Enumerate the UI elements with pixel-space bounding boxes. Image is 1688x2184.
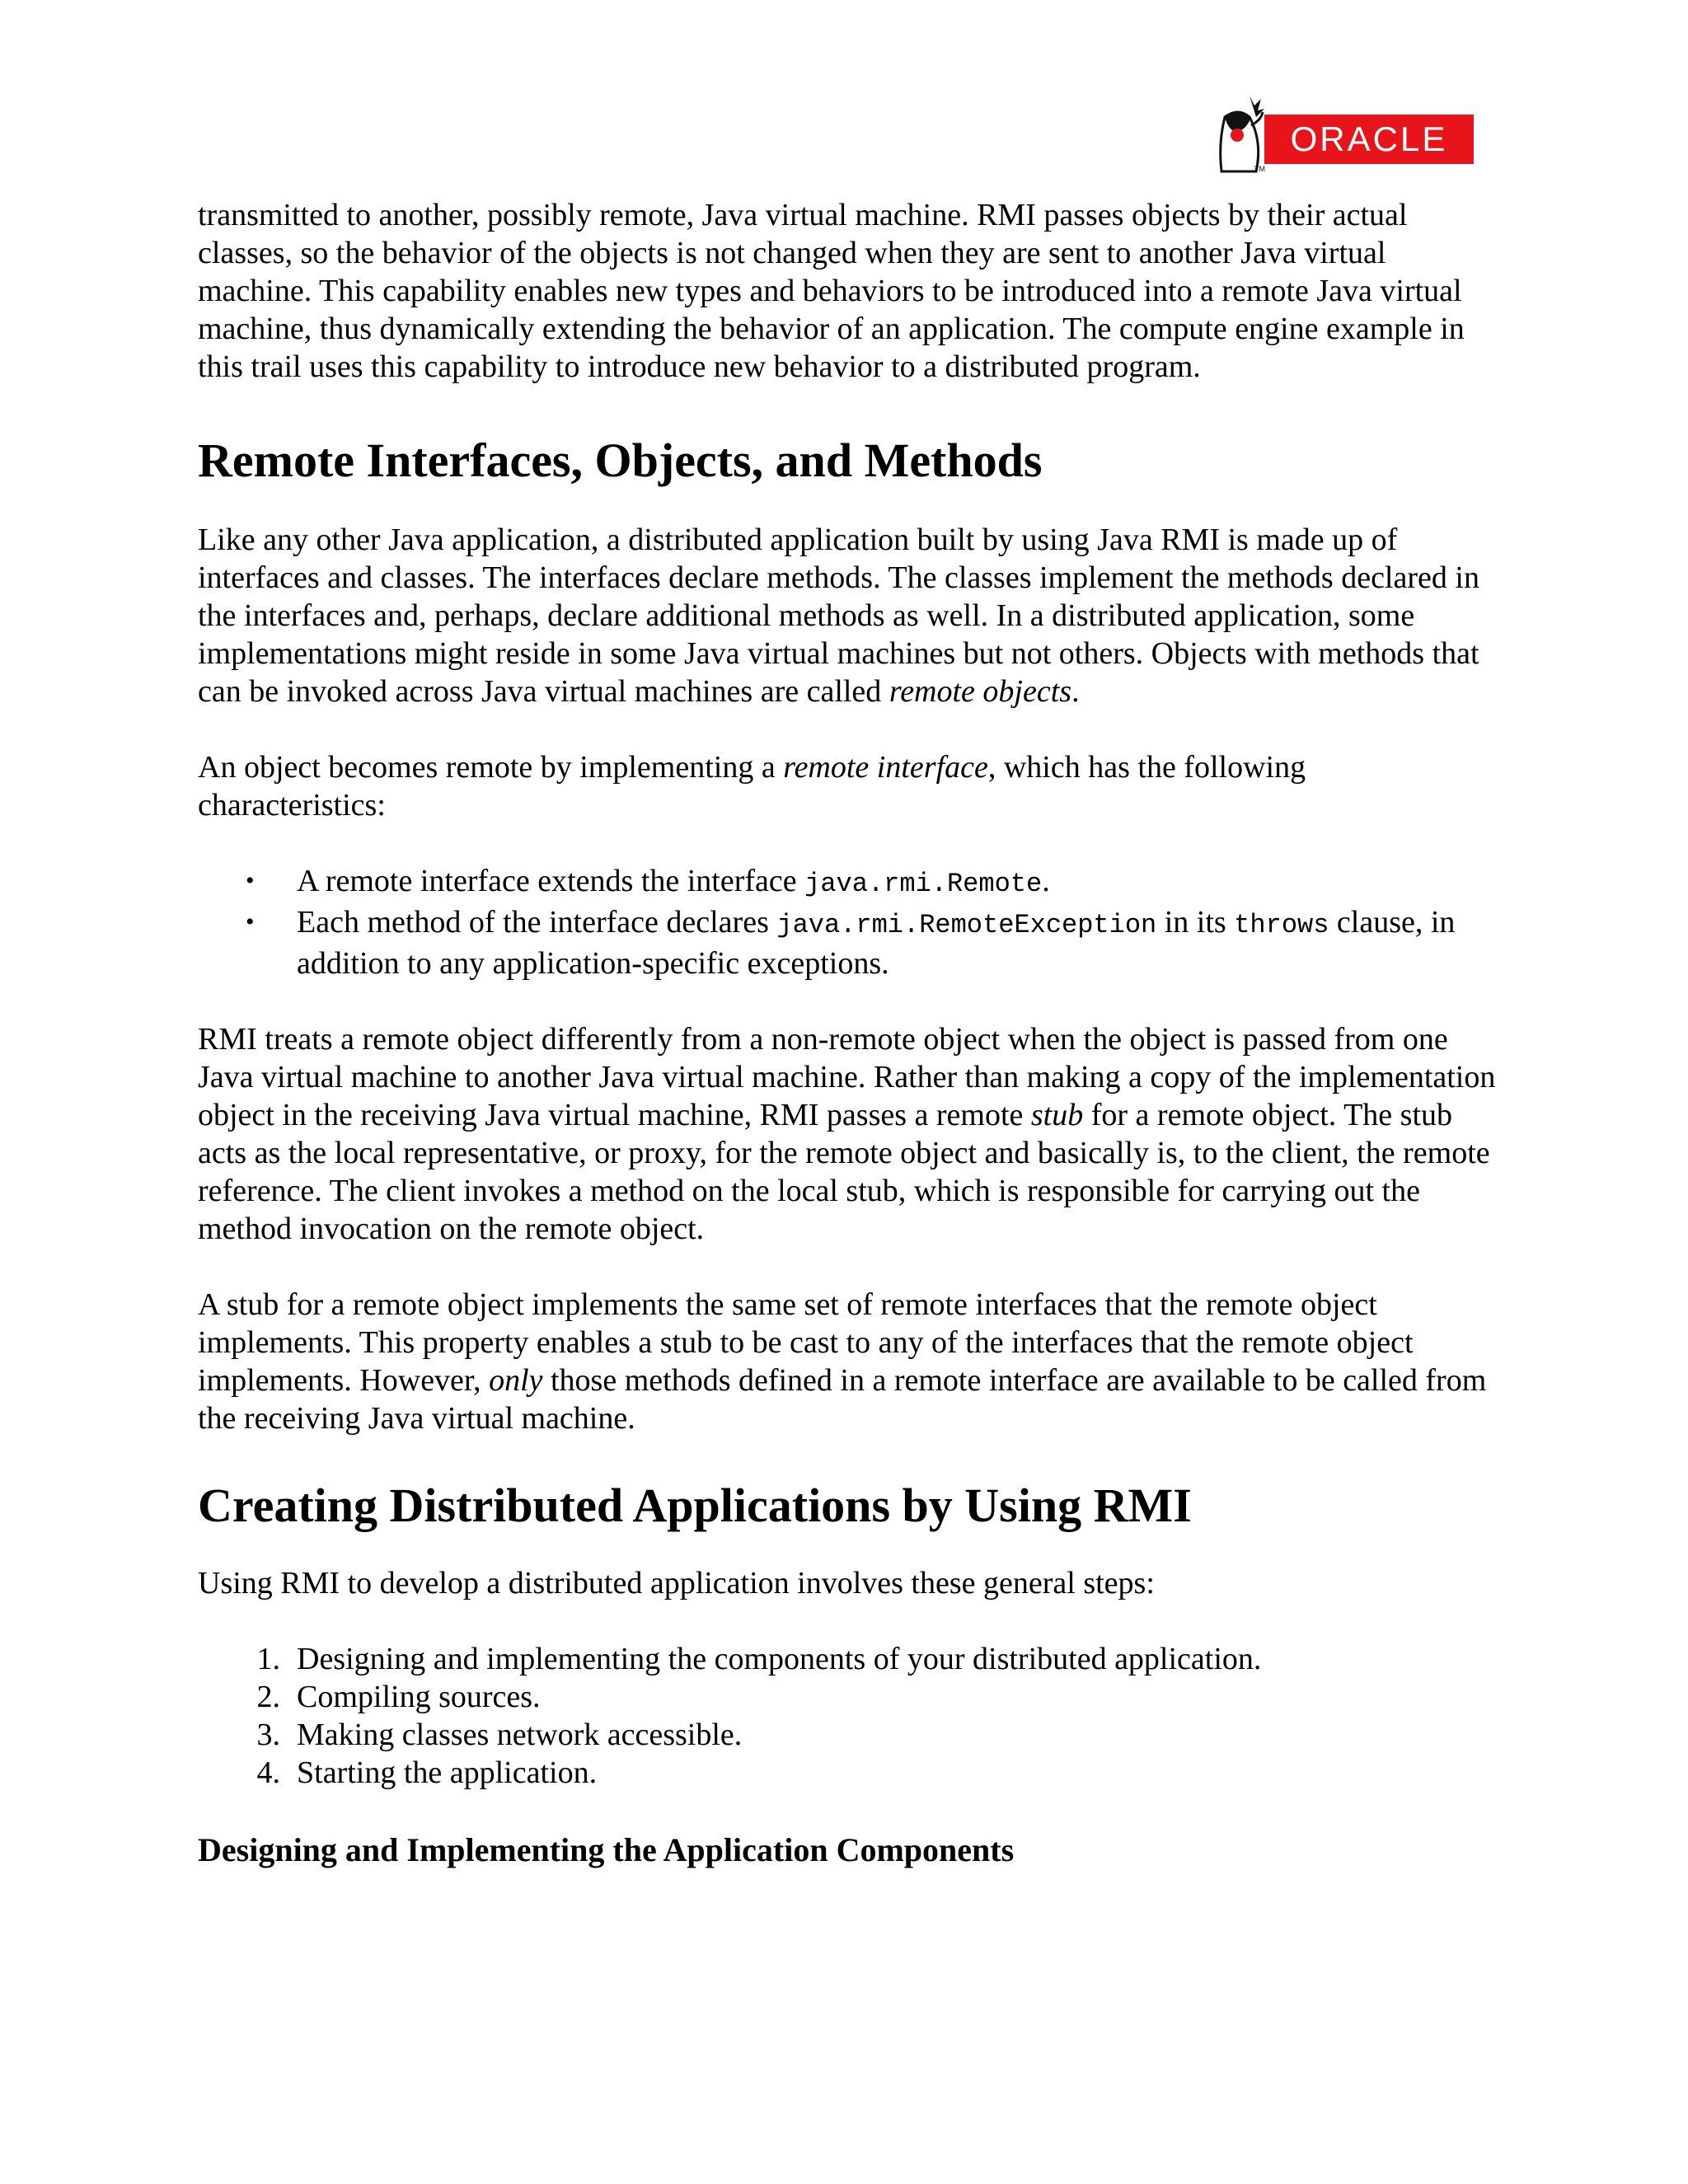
- code-throws: throws: [1234, 910, 1329, 940]
- list-item: [198, 862, 1496, 903]
- list-item: [198, 1754, 1496, 1792]
- list-number: 4.: [256, 1755, 280, 1790]
- text-span: those methods defined in a remote interface are available to be called from the receiving Java virtual machine.: [198, 1363, 1487, 1436]
- text-span: .: [1071, 674, 1080, 709]
- text-span: RMI treats a remote object differently from a non-remote object when the object is passed from one Java virtual machine to another Java virtual machine. Rather than making a copy of the implementation object in the receiving Java virtual machine, RMI passes a remote: [198, 1022, 1496, 1132]
- text-span: .: [1042, 864, 1050, 898]
- list-number: 3.: [256, 1718, 280, 1752]
- oracle-logo: [1213, 92, 1474, 175]
- section-heading-remote-interfaces: Remote Interfaces, Objects, and Methods: [198, 434, 1043, 487]
- characteristics-list: [198, 862, 1496, 982]
- text-span: clause, in addition to any application-specific exceptions.: [297, 905, 1456, 981]
- text-span: , which has the following characteristics:: [198, 750, 1306, 823]
- paragraph-general-steps: Using RMI to develop a distributed application involves these general steps:: [198, 1566, 1155, 1601]
- list-number: 1.: [256, 1642, 280, 1676]
- document-body: [198, 196, 1496, 1871]
- duke-mascot-icon: [1213, 92, 1271, 175]
- code-java-rmi-remote: java.rmi.Remote: [804, 869, 1043, 899]
- emphasis-remote-objects: remote objects: [889, 674, 1072, 709]
- oracle-logo-text: ORACLE: [1290, 120, 1448, 158]
- paragraph-remote-interface: [198, 748, 1496, 824]
- section-heading-creating-applications: Creating Distributed Applications by Using RMI: [198, 1479, 1192, 1532]
- emphasis-remote-interface: remote interface: [783, 750, 988, 785]
- text-span: An object becomes remote by implementing a: [198, 750, 784, 785]
- text-span: Like any other Java application, a distributed application built by using Java RMI is made up of interfaces and classes. The interfaces declare methods. The classes implement the methods declared in the interfaces and, perhaps, declare additional methods as well. In a distributed application, some implementations might reside in some Java virtual machines but not others. Objects with methods that can be invoked across Java virtual machines are called: [198, 523, 1479, 709]
- list-item: [198, 1640, 1496, 1678]
- oracle-logo-box: [1264, 115, 1474, 164]
- text-span: A remote interface extends the interface: [297, 864, 805, 898]
- list-item-text: Starting the application.: [297, 1755, 598, 1790]
- list-number: 2.: [256, 1680, 280, 1714]
- emphasis-only: only: [489, 1363, 543, 1398]
- list-item: [198, 1716, 1496, 1754]
- emphasis-stub: stub: [1030, 1098, 1084, 1132]
- bullet-icon: •: [246, 867, 255, 894]
- paragraph-remote-objects: [198, 521, 1496, 710]
- svg-text:TM: TM: [1254, 165, 1265, 173]
- code-remote-exception: java.rmi.RemoteException: [776, 910, 1157, 940]
- paragraph-stub: [198, 1020, 1496, 1248]
- bullet-icon: •: [246, 908, 255, 935]
- text-span: in its: [1156, 905, 1235, 940]
- list-item-text: Compiling sources.: [297, 1680, 541, 1714]
- list-item: [198, 903, 1496, 982]
- text-span: Each method of the interface declares: [297, 905, 777, 940]
- list-item-text: Designing and implementing the components of your distributed application.: [297, 1642, 1262, 1676]
- steps-list: [198, 1640, 1496, 1792]
- paragraph-stub-interfaces: [198, 1286, 1496, 1437]
- text-span: for a remote object. The stub acts as the local representative, or proxy, for the remote object and basically is, to the client, the remote reference. The client invokes a method on the local stub, which is responsible for carrying out the method invocation on the remote object.: [198, 1098, 1490, 1246]
- subsection-heading-designing: Designing and Implementing the Application Components: [198, 1831, 1015, 1868]
- text-span: A stub for a remote object implements the same set of remote interfaces that the remote object implements. This property enables a stub to be cast to any of the interfaces that the remote object implements. However,: [198, 1287, 1414, 1398]
- intro-paragraph: transmitted to another, possibly remote, Java virtual machine. RMI passes objects by their actual classes, so the behavior of the objects is not changed when they are sent to another Java virtual machine. This capability enables new types and behaviors to be introduced into a remote Java virtual machine, thus dynamically extending the behavior of an application. The compute engine example in this trail uses this capability to introduce new behavior to a distributed program.: [198, 198, 1465, 384]
- list-item-text: Making classes network accessible.: [297, 1718, 743, 1752]
- list-item: [198, 1678, 1496, 1716]
